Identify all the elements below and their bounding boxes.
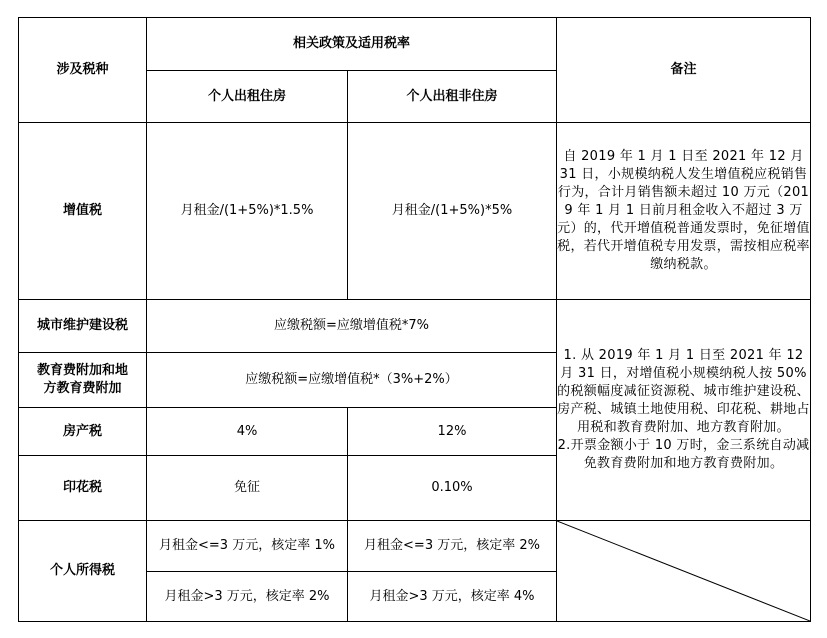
row-income-name: 个人所得税 [19,521,147,622]
header-policy: 相关政策及适用税率 [147,18,557,71]
shared-note [557,300,811,521]
row-stamp-name: 印花税 [19,456,147,521]
row-vat-non-residential: 月租金/(1+5%)*5% [348,123,557,300]
row-urban-name: 城市维护建设税 [19,300,147,353]
row-education-formula: 应缴税额=应缴增值税*（3%+2%） [147,353,557,408]
row-education-name-line2: 方教育费附加 [43,381,122,396]
row-income-r1-residential: 月租金<=3 万元，核定率 1% [147,521,348,572]
row-income-r1-non-residential: 月租金<=3 万元，核定率 2% [348,521,557,572]
shared-note-line2: 2.开票金额小于 10 万时，金三系统自动减免教育费附加和地方教育费附加。 [557,438,810,471]
row-income-r2-non-residential: 月租金>3 万元，核定率 4% [348,572,557,622]
empty-diagonal-cell [557,521,811,622]
header-non-residential: 个人出租非住房 [348,71,557,123]
row-vat-residential: 月租金/(1+5%)*1.5% [147,123,348,300]
row-stamp-non-residential: 0.10% [348,456,557,521]
row-education-name-line1: 教育费附加和地 [36,363,128,378]
row-urban-formula: 应缴税额=应缴增值税*7% [147,300,557,353]
header-tax-type: 涉及税种 [19,18,147,123]
row-vat-name: 增值税 [19,123,147,300]
row-education-name [19,353,147,408]
row-property-residential: 4% [147,408,348,456]
row-vat-note: 自 2019 年 1 月 1 日至 2021 年 12 月 31 日，小规模纳税人发生增值税应税销售行为，合计月销售额未超过 10 万元（2019 年 1 月 1 日前月租金收入不超过 3 万元）的，代开增值税普通发票时，免征增值税，若代开增值税专用发票，需按相应税率缴纳税款。 [557,123,811,300]
row-income-r2-residential: 月租金>3 万元，核定率 2% [147,572,348,622]
tax-policy-table [18,17,811,622]
row-property-non-residential: 12% [348,408,557,456]
row-stamp-residential: 免征 [147,456,348,521]
row-property-name: 房产税 [19,408,147,456]
shared-note-line1: 1. 从 2019 年 1 月 1 日至 2021 年 12 月 31 日，对增值税小规模纳税人按 50%的税额幅度减征资源税、城市维护建设税、房产税、城镇土地使用税、印花税、耕地占用税和教育费附加、地方教育附加。 [557,348,810,435]
header-notes: 备注 [557,18,811,123]
header-residential: 个人出租住房 [147,71,348,123]
diagonal-line [557,521,810,621]
